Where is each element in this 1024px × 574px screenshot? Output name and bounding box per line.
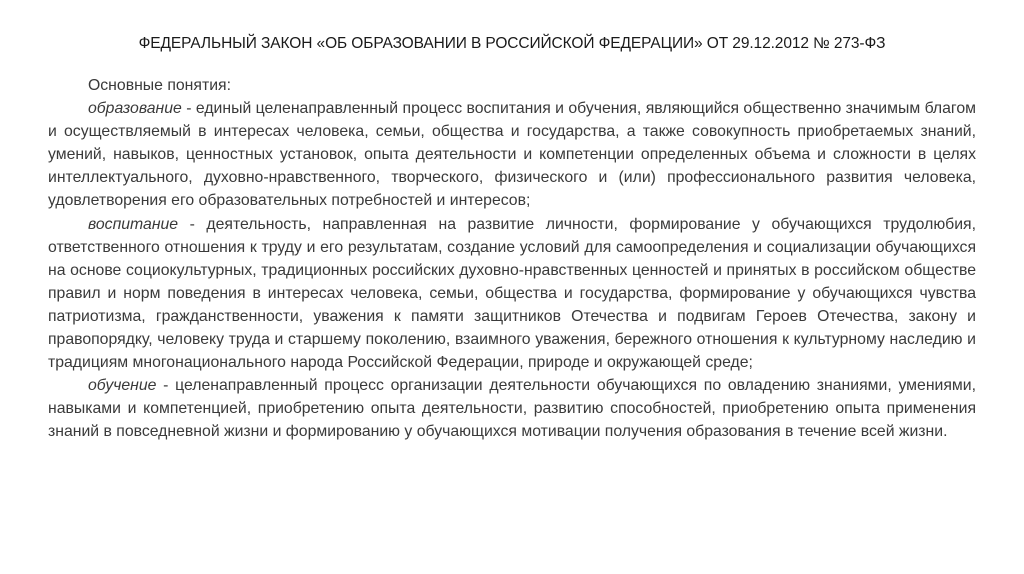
- definition-obuchenie: [48, 374, 976, 443]
- intro-text: Основные понятия:: [88, 77, 231, 94]
- page-title: ФЕДЕРАЛЬНЫЙ ЗАКОН «ОБ ОБРАЗОВАНИИ В РОССИЙСКОЙ ФЕДЕРАЦИИ» ОТ 29.12.2012 № 273-ФЗ: [138, 35, 886, 52]
- document-body: [48, 74, 976, 444]
- definition-text: - деятельность, направленная на развитие личности, формирование у обучающихся трудолюбия, ответственного отношения к труду и его результатам, создание условий для самоопределения и социализации обучающихся на основе социокультурных, традиционных российских духовно-нравственных ценностей и принятых в российском обществе правил и норм поведения в интересах человека, семьи, общества и государства, формирование у обучающихся чувства патриотизма, гражданственности, уважения к памяти защитников Отечества и подвигам Героев Отечества, закону и правопорядку, человеку труда и старшему поколению, взаимного уважения, бережного отношения к культурному наследию и традициям многонационального народа Российской Федерации, природе и окружающей среде;: [48, 215, 976, 372]
- definition-term: образование: [88, 100, 182, 118]
- definition-term: обучение: [88, 377, 157, 395]
- definition-term: воспитание: [88, 215, 179, 233]
- definition-vospitanie: [48, 213, 976, 375]
- definition-text: - единый целенаправленный процесс воспитания и обучения, являющийся общественно значимым благом и осуществляемый в интересах человека, семьи, общества и государства, а также совокупность приобретаемых знаний, умений, навыков, ценностных установок, опыта деятельности и компетенции определенных объема и сложности в целях интеллектуального, духовно-нравственного, творческого, физического и (или) профессионального развития человека, удовлетворения его образовательных потребностей и интересов;: [48, 100, 976, 210]
- definition-text: - целенаправленный процесс организации деятельности обучающихся по овладению знаниями, умениями, навыками и компетенцией, приобретению опыта деятельности, развитию способностей, приобретению опыта применения знаний в повседневной жизни и формированию у обучающихся мотивации получения образования в течение всей жизни.: [48, 377, 976, 441]
- definition-obrazovanie: [48, 97, 976, 212]
